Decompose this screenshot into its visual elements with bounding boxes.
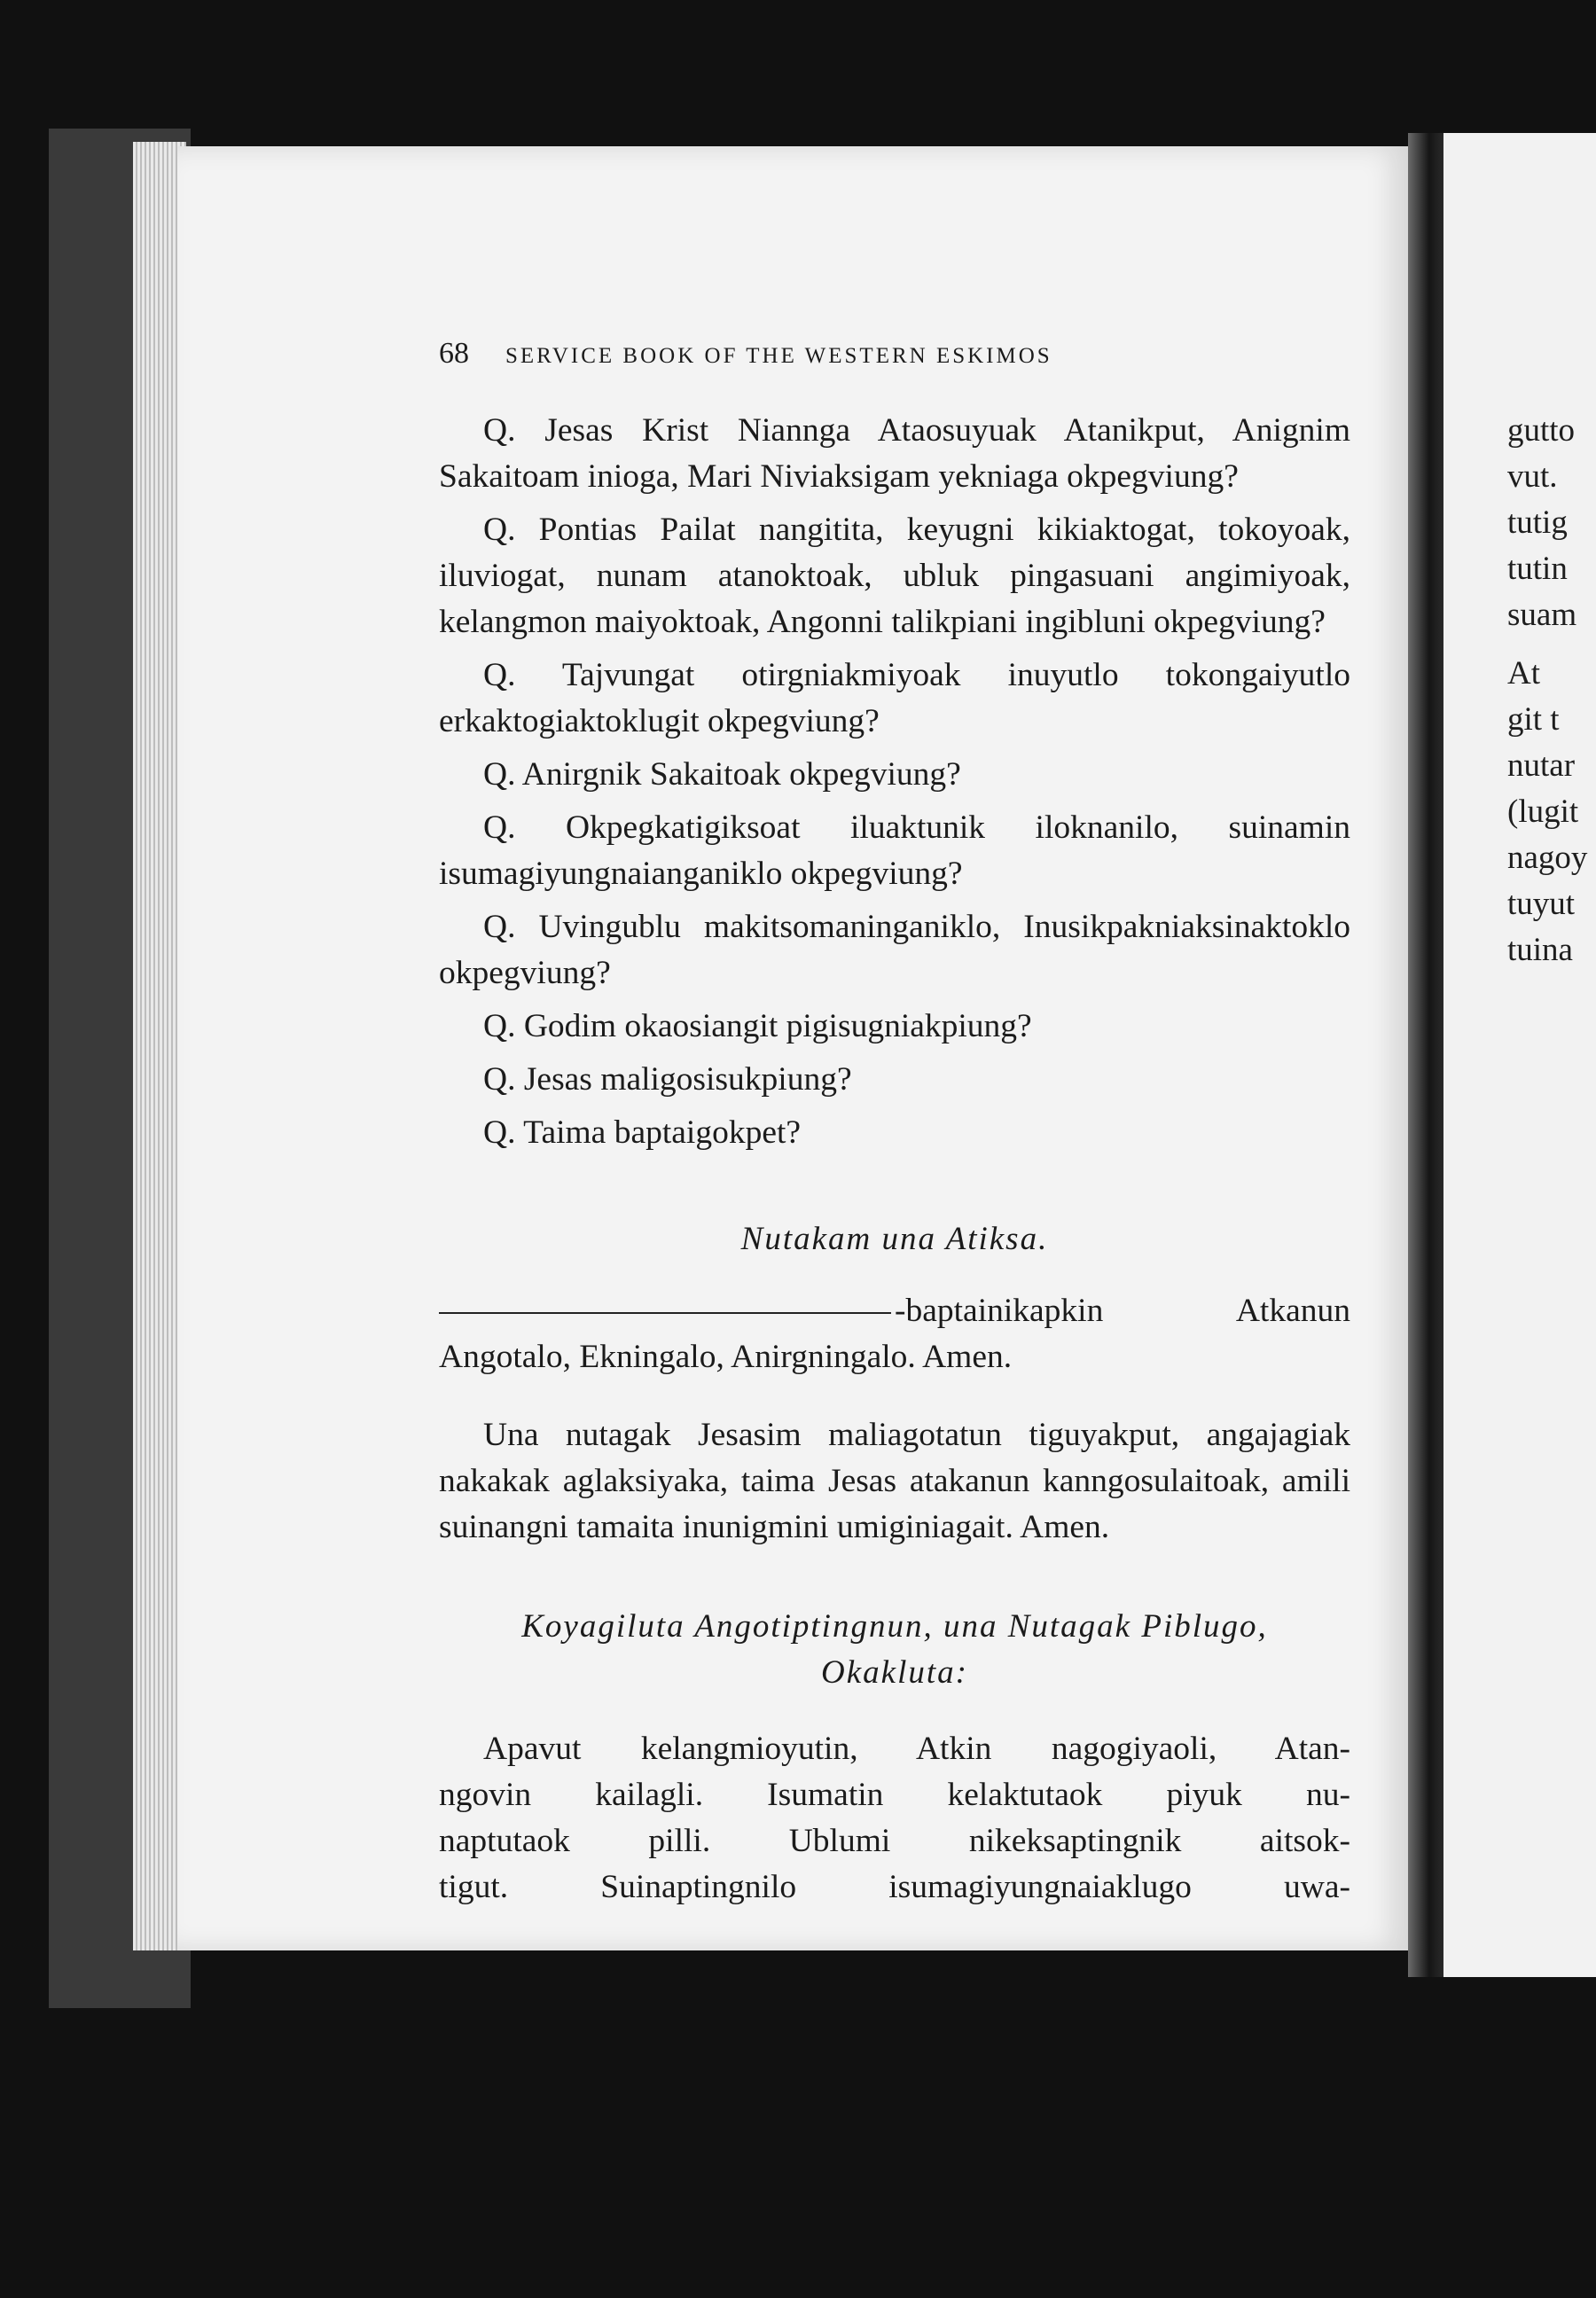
rubric — [439, 1604, 1350, 1696]
paragraph-line: tigut. Suinaptingnilo isumagiyungnaiaklugo uwa- — [439, 1869, 1350, 1905]
book-gutter — [1408, 133, 1443, 1977]
right-line: tutig — [1507, 504, 1568, 541]
right-page — [1443, 133, 1596, 1977]
baptism-formula: -baptainikapkin Atkanun Angotalo, Ekningalo, Anirgningalo. Amen. — [439, 1293, 1350, 1375]
right-line: suam — [1507, 597, 1577, 633]
page-number: 68 — [439, 337, 469, 370]
right-line: nutar — [1507, 747, 1576, 784]
blank-line — [439, 1312, 891, 1314]
question: Q. Pontias Pailat nangitita, keyugni kikiaktogat, tokoyoak, iluviogat, nunam atanoktoak, ubluk pingasuani angimiyoak, kelangmon maiyoktoak, Angonni talikpiani ingibluni okpegviung? — [439, 512, 1350, 640]
prayer-paragraph: Una nutagak Jesasim maliagotatun tiguyakput, angajagiak nakakak aglaksiyaka, taima Jesas atakanun kanngosulaitoak, amili suinangni tamaita inunigmini umiginiagait. Amen. — [439, 1417, 1350, 1545]
rubric-line: Okakluta: — [821, 1654, 968, 1691]
question: Q. Uvingublu makitsomaninganiklo, Inusikpakniaksinaktoklo okpegviung? — [439, 909, 1350, 991]
question-list — [439, 408, 1350, 1156]
paragraph-line: ngovin kailagli. Isumatin kelaktutaok piyuk nu- — [439, 1777, 1350, 1813]
right-line: gutto — [1507, 412, 1576, 449]
running-title: SERVICE BOOK OF THE WESTERN ESKIMOS — [505, 344, 1052, 368]
paragraph-line: naptutaok pilli. Ublumi nikeksaptingnik aitsok- — [439, 1823, 1350, 1859]
right-line: tuina — [1507, 932, 1573, 968]
question: Q. Godim okaosiangit pigisugniakpiung? — [483, 1008, 1032, 1044]
right-line: vut. — [1507, 458, 1558, 495]
section-heading: Nutakam una Atiksa. — [740, 1221, 1049, 1257]
question: Q. Taima baptaigokpet? — [483, 1114, 802, 1151]
right-line: At — [1507, 655, 1540, 692]
right-line: tuyut — [1507, 886, 1576, 922]
right-line: (lugit — [1507, 793, 1579, 830]
question: Q. Jesas Krist Niannga Ataosuyuak Atanikput, Anignim Sakaitoam inioga, Mari Niviaksigam yekniaga okpegviung? — [439, 412, 1350, 495]
right-line: nagoy — [1507, 840, 1588, 876]
question: Q. Tajvungat otirgniakmiyoak inuyutlo tokongaiyutlo erkaktogiaktoklugit okpegviung? — [439, 657, 1350, 739]
right-line: git t — [1507, 701, 1560, 738]
page-content — [439, 337, 1350, 1911]
rubric-line: Koyagiluta Angotiptingnun, una Nutagak Piblugo, — [521, 1608, 1268, 1645]
paragraph-line: Apavut kelangmioyutin, Atkin nagogiyaoli, Atan- — [483, 1731, 1350, 1767]
right-page-text — [1507, 408, 1596, 973]
page-header — [439, 337, 1350, 390]
lords-prayer-paragraph — [439, 1726, 1350, 1911]
question: Q. Jesas maligosisukpiung? — [483, 1061, 852, 1098]
question: Q. Anirgnik Sakaitoak okpegviung? — [483, 756, 961, 793]
right-line: tutin — [1507, 551, 1568, 587]
question: Q. Okpegkatigiksoat iluaktunik iloknanilo, suinamin isumagiyungnaianganiklo okpegviung? — [439, 809, 1350, 892]
